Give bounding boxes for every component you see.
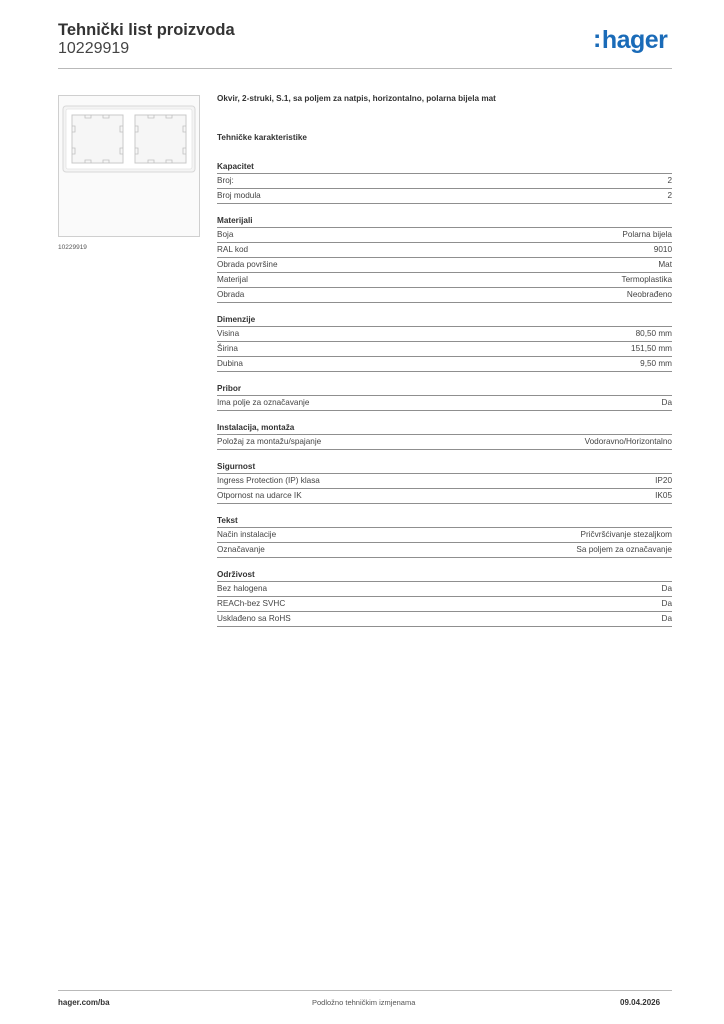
- spec-label: Označavanje: [217, 545, 265, 554]
- spec-value: 2: [667, 191, 672, 200]
- footer-notice: Podložno tehničkim izmjenama: [312, 998, 416, 1007]
- spec-label: Otpornost na udarce IK: [217, 491, 302, 500]
- header-divider: [58, 68, 672, 69]
- spec-value: IK05: [655, 491, 672, 500]
- section-title: Pribor: [217, 383, 672, 396]
- product-image: [58, 95, 200, 237]
- spec-value: 9,50 mm: [640, 359, 672, 368]
- spec-label: Usklađeno sa RoHS: [217, 614, 291, 623]
- section-pribor: [217, 383, 672, 411]
- spec-label: Broj modula: [217, 191, 261, 200]
- spec-row: [217, 273, 672, 288]
- spec-row: [217, 597, 672, 612]
- spec-row: [217, 543, 672, 558]
- spec-label: Obrada površine: [217, 260, 278, 269]
- spec-value: IP20: [655, 476, 672, 485]
- spec-row: [217, 396, 672, 411]
- spec-value: Da: [661, 599, 672, 608]
- footer-date: 09.04.2026: [620, 998, 661, 1007]
- spec-label: Širina: [217, 344, 238, 353]
- section-title: Dimenzije: [217, 314, 672, 327]
- spec-label: RAL kod: [217, 245, 249, 254]
- section-kapacitet: [217, 161, 672, 204]
- image-caption: 10229919: [58, 244, 87, 251]
- spec-label: Način instalacije: [217, 530, 277, 539]
- spec-row: [217, 357, 672, 372]
- section-title: Tekst: [217, 515, 672, 528]
- spec-value: Termoplastika: [621, 275, 672, 284]
- spec-value: 80,50 mm: [635, 329, 672, 338]
- spec-value: Vodoravno/Horizontalno: [584, 437, 672, 446]
- section-title: Materijali: [217, 215, 672, 228]
- section-instalacija: [217, 422, 672, 450]
- section-title: Održivost: [217, 569, 672, 582]
- spec-label: Broj:: [217, 176, 234, 185]
- spec-row: [217, 474, 672, 489]
- page-title: Tehnički list proizvoda: [58, 21, 235, 39]
- spec-row: [217, 189, 672, 204]
- frame-illustration: [59, 96, 199, 236]
- section-sigurnost: [217, 461, 672, 504]
- spec-label: Ima polje za označavanje: [217, 398, 310, 407]
- spec-label: REACh-bez SVHC: [217, 599, 286, 608]
- spec-label: Boja: [217, 230, 234, 239]
- hager-logo: :hager: [593, 25, 668, 54]
- spec-row: [217, 258, 672, 273]
- footer-divider: [58, 990, 672, 991]
- spec-value: 151,50 mm: [631, 344, 672, 353]
- spec-value: Da: [661, 584, 672, 593]
- section-materijali: [217, 215, 672, 303]
- spec-value: Da: [661, 614, 672, 623]
- footer-website: hager.com/ba: [58, 998, 110, 1007]
- spec-row: [217, 489, 672, 504]
- spec-row: [217, 327, 672, 342]
- spec-value: 9010: [653, 245, 672, 254]
- spec-heading: Tehničke karakteristike: [217, 133, 307, 142]
- spec-label: Dubina: [217, 359, 243, 368]
- spec-label: Materijal: [217, 275, 248, 284]
- spec-row: [217, 528, 672, 543]
- spec-value: Pričvršćivanje stezaljkom: [580, 530, 672, 539]
- spec-row: [217, 228, 672, 243]
- spec-row: [217, 174, 672, 189]
- spec-value: Sa poljem za označavanje: [576, 545, 672, 554]
- section-title: Kapacitet: [217, 161, 672, 174]
- spec-value: 2: [667, 176, 672, 185]
- product-name: Okvir, 2-struki, S.1, sa poljem za natpis, horizontalno, polarna bijela mat: [217, 94, 496, 103]
- spec-row: [217, 612, 672, 627]
- spec-row: [217, 243, 672, 258]
- section-title: Sigurnost: [217, 461, 672, 474]
- spec-row: [217, 582, 672, 597]
- spec-row: [217, 342, 672, 357]
- section-dimenzije: [217, 314, 672, 372]
- spec-label: Bez halogena: [217, 584, 268, 593]
- spec-content: [217, 93, 672, 638]
- spec-value: Mat: [658, 260, 672, 269]
- spec-value: Polarna bijela: [622, 230, 672, 239]
- product-code: 10229919: [58, 40, 130, 57]
- section-tekst: [217, 515, 672, 558]
- spec-label: Položaj za montažu/spajanje: [217, 437, 322, 446]
- logo-text: hager: [601, 26, 668, 54]
- spec-row: [217, 288, 672, 303]
- spec-value: Da: [661, 398, 672, 407]
- spec-label: Obrada: [217, 290, 245, 299]
- section-odrzivost: [217, 569, 672, 627]
- section-title: Instalacija, montaža: [217, 422, 672, 435]
- spec-row: [217, 435, 672, 450]
- spec-label: Ingress Protection (IP) klasa: [217, 476, 320, 485]
- spec-value: Neobrađeno: [626, 290, 672, 299]
- spec-label: Visina: [217, 329, 240, 338]
